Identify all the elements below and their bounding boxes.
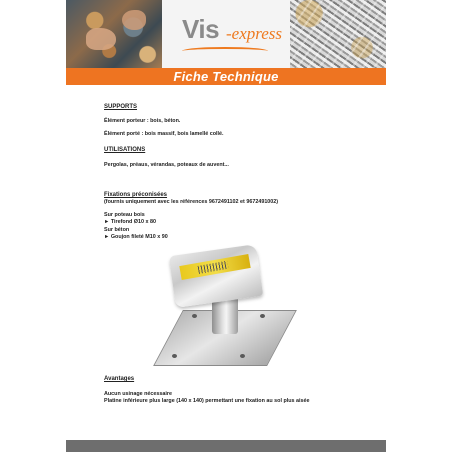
vis-express-logo — [182, 14, 292, 54]
header-photo-screws — [290, 0, 386, 68]
product-image — [166, 250, 282, 368]
footer-bar — [66, 440, 386, 452]
plate-hole — [172, 354, 177, 358]
plate-hole — [192, 314, 197, 318]
supports-line-porteur: Élément porteur : bois, béton. — [104, 118, 181, 124]
page-title: Fiche Technique — [173, 69, 279, 84]
supports-line-porte: Élément porté : bois massif, bois lamellé collé. — [104, 131, 224, 137]
avantages-heading: Avantages — [104, 376, 135, 382]
logo-express-text: -express — [226, 24, 283, 43]
hand-shape — [86, 28, 116, 50]
utilisations-heading: UTILISATIONS — [104, 147, 146, 153]
avantages-line-usinage: Aucun usinage nécessaire — [104, 391, 173, 397]
supports-heading: SUPPORTS — [104, 104, 138, 110]
header-photo-tools — [66, 0, 162, 68]
fixations-note: (fournis uniquement avec les références 9672491102 et 9672491002) — [104, 199, 279, 205]
plate-hole — [240, 354, 245, 358]
fixations-concrete-title: Sur béton — [104, 227, 130, 233]
title-bar — [66, 68, 386, 85]
header-banner — [66, 0, 386, 68]
plate-hole — [260, 314, 265, 318]
fixations-concrete-item: ► Goujon fileté M10 x 90 — [104, 234, 168, 240]
utilisations-line: Pergolas, préaus, vérandas, poteaux de auvent... — [104, 162, 229, 168]
fixations-heading: Fixations préconisées — [104, 192, 168, 198]
logo-swoosh — [182, 47, 268, 55]
logo-vis-text: Vis — [182, 14, 220, 44]
fixations-wood-title: Sur poteau bois — [104, 212, 145, 218]
hand-shape — [122, 10, 146, 30]
fixations-wood-item: ► Tirefond Ø10 x 80 — [104, 219, 156, 225]
avantages-line-platine: Platine inférieure plus large (140 x 140) permettant une fixation au sol plus aisée — [104, 398, 310, 404]
document-page — [66, 0, 386, 452]
